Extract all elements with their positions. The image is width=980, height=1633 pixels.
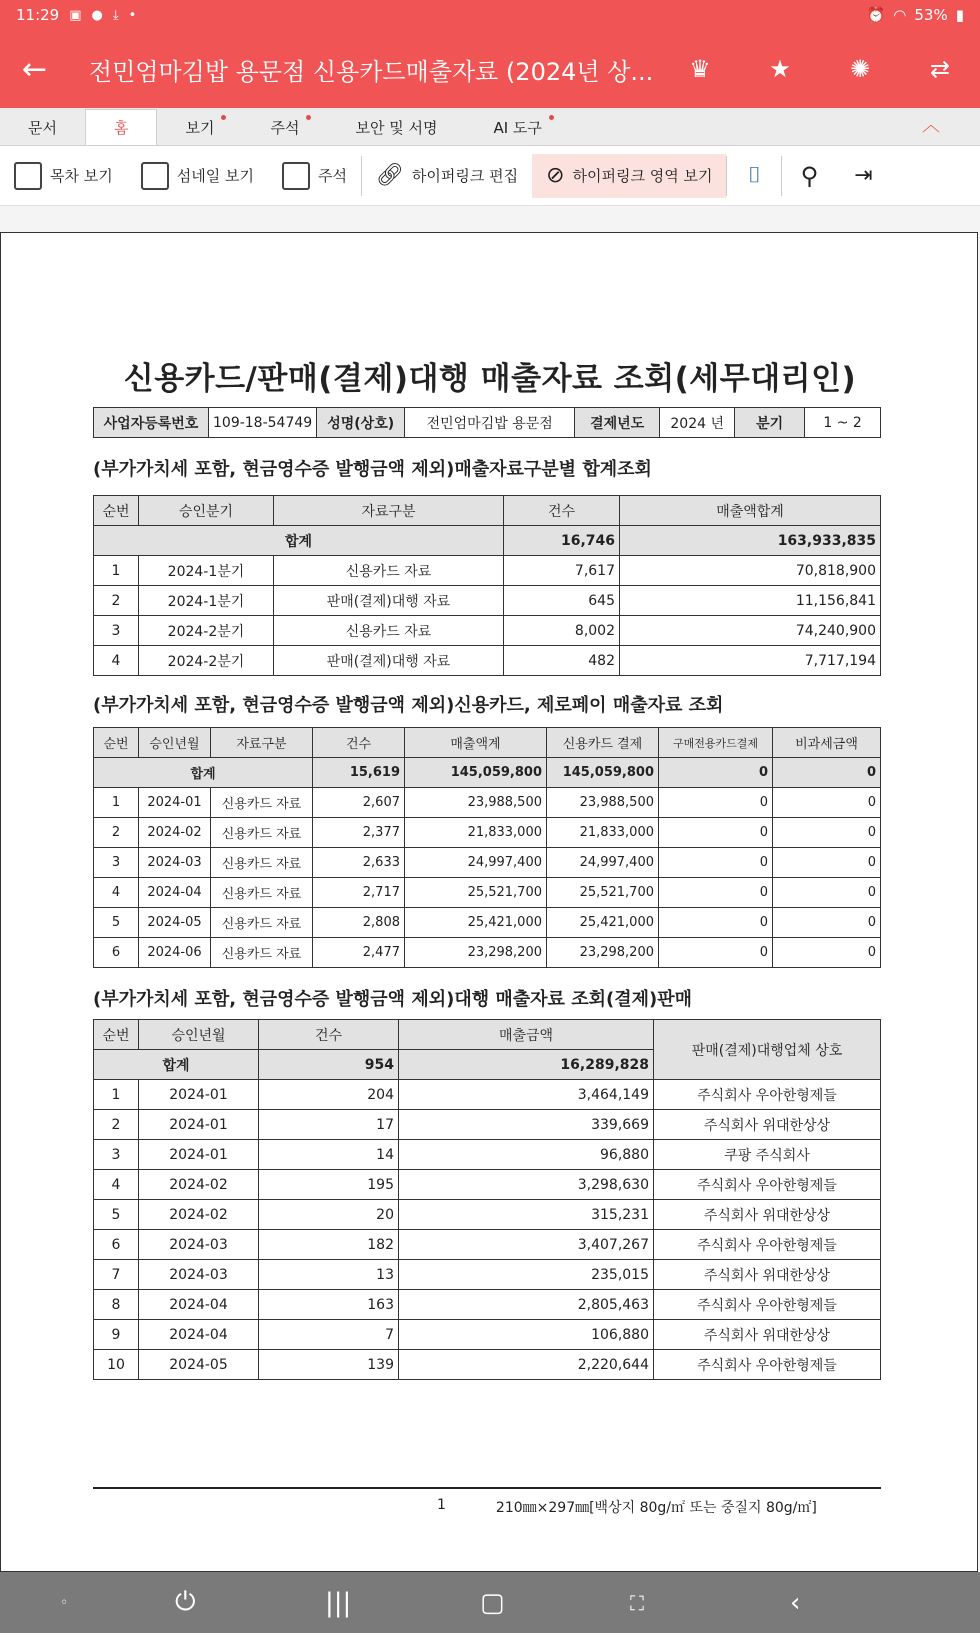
battery-icon: ▮ xyxy=(955,6,964,24)
back-icon[interactable]: ‹ xyxy=(790,1587,801,1618)
star-icon[interactable]: ★ xyxy=(769,55,791,83)
cell: 신용카드 자료 xyxy=(274,616,504,646)
cell: 2024-2분기 xyxy=(139,616,274,646)
total-count: 954 xyxy=(259,1050,399,1080)
cell: 96,880 xyxy=(399,1140,654,1170)
total-amount: 16,289,828 xyxy=(399,1050,654,1080)
cell: 3 xyxy=(94,1140,139,1170)
table-row xyxy=(94,1350,881,1380)
col-header: 건수 xyxy=(504,496,620,526)
cell: 339,669 xyxy=(399,1110,654,1140)
tab-home[interactable]: 홈 xyxy=(85,109,158,145)
cell: 2024-05 xyxy=(139,908,211,938)
dot-icon: • xyxy=(128,7,137,23)
col-header: 순번 xyxy=(94,1020,139,1050)
image-icon: ▣ xyxy=(69,7,82,23)
download-icon: ⤓ xyxy=(112,7,119,23)
cell: 2024-04 xyxy=(139,1290,259,1320)
quarter-label: 분기 xyxy=(735,408,805,438)
document-viewer[interactable] xyxy=(0,206,980,1572)
hyperlink-area-button[interactable]: ⊘ 하이퍼링크 영역 보기 xyxy=(532,154,726,198)
cell: 1 xyxy=(94,556,139,586)
cell: 5 xyxy=(94,1200,139,1230)
cell: 24,997,400 xyxy=(405,848,547,878)
cell: 0 xyxy=(659,938,773,968)
share-user-icon[interactable]: ⇄ xyxy=(929,55,951,83)
agency-sales-table xyxy=(93,1019,881,1380)
status-time: 11:29 xyxy=(16,6,60,24)
screen-capture-icon[interactable]: ⛶ xyxy=(630,1590,644,1615)
camera-icon: ⌷ xyxy=(747,163,762,188)
cell: 0 xyxy=(659,848,773,878)
system-nav-bar xyxy=(0,1572,980,1633)
cell: 신용카드 자료 xyxy=(211,938,313,968)
col-header: 순번 xyxy=(94,728,139,758)
cell: 7 xyxy=(94,1260,139,1290)
cell: 0 xyxy=(773,878,881,908)
cell: 2024-05 xyxy=(139,1350,259,1380)
cell: 2024-1분기 xyxy=(139,556,274,586)
paper-spec: 210㎜×297㎜[백상지 80g/㎡ 또는 중질지 80g/㎡] xyxy=(495,1500,817,1516)
cell: 6 xyxy=(94,1230,139,1260)
cell: 482 xyxy=(504,646,620,676)
cell: 2,220,644 xyxy=(399,1350,654,1380)
cell: 6 xyxy=(94,938,139,968)
cell: 쿠팡 주식회사 xyxy=(654,1140,881,1170)
cell: 4 xyxy=(94,646,139,676)
cell: 7 xyxy=(259,1320,399,1350)
col-header: 자료구분 xyxy=(211,728,313,758)
cell: 주식회사 우아한형제들 xyxy=(654,1080,881,1110)
cell: 13 xyxy=(259,1260,399,1290)
search-icon: ⚲ xyxy=(800,161,819,190)
table-row xyxy=(94,1230,881,1260)
col-header: 신용카드 결제 xyxy=(547,728,659,758)
menu-tabs xyxy=(0,108,980,146)
col-header: 승인분기 xyxy=(139,496,274,526)
page-footer xyxy=(93,1497,881,1517)
page-number: 1 xyxy=(437,1497,446,1513)
document-page xyxy=(0,232,978,1572)
cell: 주식회사 우아한형제들 xyxy=(654,1350,881,1380)
cell: 2,377 xyxy=(313,818,405,848)
total-label: 합계 xyxy=(94,758,313,788)
cell: 14 xyxy=(259,1140,399,1170)
cell: 235,015 xyxy=(399,1260,654,1290)
name-value: 전민엄마김밥 용문점 xyxy=(405,408,575,438)
cell: 신용카드 자료 xyxy=(211,878,313,908)
cell: 2024-01 xyxy=(139,788,211,818)
back-arrow-icon[interactable]: ← xyxy=(21,51,48,87)
toc-icon xyxy=(14,162,42,190)
name-label: 성명(상호) xyxy=(317,408,405,438)
cell: 4 xyxy=(94,878,139,908)
table-row xyxy=(94,1140,881,1170)
cell: 0 xyxy=(659,878,773,908)
thumbnail-button[interactable]: 섬네일 보기 xyxy=(127,154,268,198)
small-dot-icon: ◦ xyxy=(60,1594,69,1611)
crown-icon[interactable]: ♛ xyxy=(689,55,711,83)
summary-table xyxy=(93,495,881,676)
cell: 2024-02 xyxy=(139,1170,259,1200)
table-row xyxy=(94,1110,881,1140)
cell: 주식회사 우아한형제들 xyxy=(654,1230,881,1260)
cell: 645 xyxy=(504,586,620,616)
table-row xyxy=(94,646,881,676)
cell: 7,717,194 xyxy=(620,646,881,676)
cell: 3,407,267 xyxy=(399,1230,654,1260)
hyperlink-edit-button[interactable]: 🔗︎ 하이퍼링크 편집 xyxy=(375,163,519,188)
cell: 2024-02 xyxy=(139,1200,259,1230)
cell: 2,477 xyxy=(313,938,405,968)
tab-document[interactable]: 문서 xyxy=(28,118,57,137)
total-cell: 0 xyxy=(773,758,881,788)
account-icon: ● xyxy=(91,7,103,23)
cell: 0 xyxy=(773,788,881,818)
cell: 204 xyxy=(259,1080,399,1110)
tab-security[interactable]: 보안 및 서명 xyxy=(355,118,438,137)
year-value: 2024 년 xyxy=(660,408,735,438)
total-label: 합계 xyxy=(94,526,504,556)
cell: 주식회사 위대한상상 xyxy=(654,1110,881,1140)
cell: 20 xyxy=(259,1200,399,1230)
cell: 신용카드 자료 xyxy=(211,788,313,818)
cell: 1 xyxy=(94,788,139,818)
cell: 182 xyxy=(259,1230,399,1260)
status-icons xyxy=(69,8,136,23)
cell: 4 xyxy=(94,1170,139,1200)
col-header: 건수 xyxy=(259,1020,399,1050)
table-row xyxy=(94,818,881,848)
cell: 신용카드 자료 xyxy=(211,848,313,878)
cell: 3 xyxy=(94,616,139,646)
col-header: 건수 xyxy=(313,728,405,758)
biz-no-label: 사업자등록번호 xyxy=(94,408,209,438)
cell: 23,298,200 xyxy=(547,938,659,968)
cell: 3,298,630 xyxy=(399,1170,654,1200)
cell: 2024-04 xyxy=(139,878,211,908)
cell: 주식회사 위대한상상 xyxy=(654,1320,881,1350)
cell: 163 xyxy=(259,1290,399,1320)
link-eye-icon: ⊘ xyxy=(546,163,565,188)
table-row xyxy=(94,878,881,908)
cell: 2024-03 xyxy=(139,848,211,878)
cell: 0 xyxy=(773,848,881,878)
cell: 2024-01 xyxy=(139,1140,259,1170)
cell: 10 xyxy=(94,1350,139,1380)
col-header: 순번 xyxy=(94,496,139,526)
page-title: 신용카드/판매(결제)대행 매출자료 조회(세무대리인) xyxy=(123,361,857,397)
col-header: 매출액합계 xyxy=(620,496,881,526)
biz-no-value: 109-18-54749 xyxy=(209,408,317,438)
new-dot-icon xyxy=(549,115,554,120)
cell: 23,988,500 xyxy=(405,788,547,818)
table-row xyxy=(94,1170,881,1200)
cell: 0 xyxy=(773,818,881,848)
cell: 2024-04 xyxy=(139,1320,259,1350)
link-icon: 🔗︎ xyxy=(375,163,404,188)
cell: 2024-02 xyxy=(139,818,211,848)
cell: 2,808 xyxy=(313,908,405,938)
cell: 23,988,500 xyxy=(547,788,659,818)
cell: 9 xyxy=(94,1320,139,1350)
cell: 0 xyxy=(773,908,881,938)
card-sales-table xyxy=(93,727,881,968)
cell: 주식회사 우아한형제들 xyxy=(654,1290,881,1320)
new-dot-icon xyxy=(221,115,226,120)
table-row xyxy=(94,908,881,938)
cell: 2024-2분기 xyxy=(139,646,274,676)
cell: 8 xyxy=(94,1290,139,1320)
cell: 25,421,000 xyxy=(405,908,547,938)
cell: 24,997,400 xyxy=(547,848,659,878)
table-row xyxy=(94,1080,881,1110)
cell: 195 xyxy=(259,1170,399,1200)
cell: 106,880 xyxy=(399,1320,654,1350)
col-header: 구매전용카드결제 xyxy=(659,728,773,758)
cell: 0 xyxy=(659,908,773,938)
cell: 2024-06 xyxy=(139,938,211,968)
tab-ai-tools[interactable]: AI 도구 xyxy=(465,109,569,145)
cell: 신용카드 자료 xyxy=(274,556,504,586)
cell: 25,521,700 xyxy=(405,878,547,908)
home-icon[interactable]: ▢ xyxy=(480,1587,505,1618)
cell: 74,240,900 xyxy=(620,616,881,646)
thumbnail-icon xyxy=(141,162,169,190)
cell: 25,421,000 xyxy=(547,908,659,938)
export-button[interactable] xyxy=(836,154,890,198)
collapse-chevron-icon[interactable]: ︿ xyxy=(922,115,940,136)
col-header: 매출액계 xyxy=(405,728,547,758)
cell: 신용카드 자료 xyxy=(211,908,313,938)
table-row xyxy=(94,556,881,586)
cell: 2024-03 xyxy=(139,1260,259,1290)
cell: 21,833,000 xyxy=(547,818,659,848)
col-header: 매출금액 xyxy=(399,1020,654,1050)
cell: 주식회사 우아한형제들 xyxy=(654,1170,881,1200)
info-table xyxy=(93,407,881,438)
total-label: 합계 xyxy=(94,1050,259,1080)
total-cell: 145,059,800 xyxy=(405,758,547,788)
cell: 0 xyxy=(659,788,773,818)
cell: 주식회사 위대한상상 xyxy=(654,1200,881,1230)
app-bar xyxy=(0,30,980,108)
cell: 2 xyxy=(94,818,139,848)
cell: 139 xyxy=(259,1350,399,1380)
wifi-icon: ◠ xyxy=(893,6,907,24)
cell: 2024-1분기 xyxy=(139,586,274,616)
table-row xyxy=(94,616,881,646)
table-row xyxy=(94,1320,881,1350)
cell: 2,633 xyxy=(313,848,405,878)
cell: 8,002 xyxy=(504,616,620,646)
cell: 23,298,200 xyxy=(405,938,547,968)
cell: 신용카드 자료 xyxy=(211,818,313,848)
document-title: 전민엄마김밥 용문점 신용카드매출자료 (2024년 상... xyxy=(88,57,654,86)
cell: 2 xyxy=(94,1110,139,1140)
cell: 2024-01 xyxy=(139,1110,259,1140)
col-header: 승인년월 xyxy=(139,728,211,758)
col-header: 판매(결제)대행업체 상호 xyxy=(654,1020,881,1080)
total-cell: 0 xyxy=(659,758,773,788)
col-header: 비과세금액 xyxy=(773,728,881,758)
cell: 2024-01 xyxy=(139,1080,259,1110)
table-row xyxy=(94,1290,881,1320)
cell: 2 xyxy=(94,586,139,616)
new-dot-icon xyxy=(306,115,311,120)
toc-button[interactable]: 목차 보기 xyxy=(0,154,127,198)
section-1-title: (부가가치세 포함, 현금영수증 발행금액 제외)매출자료구분별 합계조회 xyxy=(93,459,652,480)
cell: 5 xyxy=(94,908,139,938)
capture-button[interactable] xyxy=(727,154,781,198)
cell: 2,805,463 xyxy=(399,1290,654,1320)
year-label: 결제년도 xyxy=(575,408,660,438)
annotation-icon xyxy=(282,162,310,190)
table-row xyxy=(94,1200,881,1230)
cell: 판매(결제)대행 자료 xyxy=(274,646,504,676)
col-header: 자료구분 xyxy=(274,496,504,526)
search-button[interactable] xyxy=(782,154,836,198)
section-3-title: (부가가치세 포함, 현금영수증 발행금액 제외)대행 매출자료 조회(결제)판매 xyxy=(93,989,692,1010)
status-bar xyxy=(0,0,980,30)
cell: 7,617 xyxy=(504,556,620,586)
table-row xyxy=(94,1260,881,1290)
footer-divider xyxy=(93,1487,881,1489)
cell: 3,464,149 xyxy=(399,1080,654,1110)
quarter-value: 1 ~ 2 xyxy=(805,408,881,438)
alarm-icon: ⏰ xyxy=(866,6,886,24)
total-cell: 145,059,800 xyxy=(547,758,659,788)
annotation-button[interactable]: 주석 xyxy=(268,154,361,198)
cell: 17 xyxy=(259,1110,399,1140)
cell: 판매(결제)대행 자료 xyxy=(274,586,504,616)
toolbar xyxy=(0,146,980,206)
total-amount: 163,933,835 xyxy=(620,526,881,556)
table-row xyxy=(94,788,881,818)
export-icon: ⇥ xyxy=(854,163,873,188)
tab-view[interactable]: 보기 xyxy=(157,109,242,145)
cell: 70,818,900 xyxy=(620,556,881,586)
cell: 3 xyxy=(94,848,139,878)
table-row xyxy=(94,938,881,968)
cell: 1 xyxy=(94,1080,139,1110)
cell: 0 xyxy=(773,938,881,968)
table-row xyxy=(94,586,881,616)
cell: 315,231 xyxy=(399,1200,654,1230)
cell: 2,717 xyxy=(313,878,405,908)
col-header: 승인년월 xyxy=(139,1020,259,1050)
battery-text: 53% xyxy=(914,6,948,24)
cell: 0 xyxy=(659,818,773,848)
cell: 2024-03 xyxy=(139,1230,259,1260)
cell: 11,156,841 xyxy=(620,586,881,616)
power-icon[interactable]: ⏻ xyxy=(175,1587,196,1617)
total-count: 16,746 xyxy=(504,526,620,556)
table-row xyxy=(94,848,881,878)
cell: 2,607 xyxy=(313,788,405,818)
cell: 21,833,000 xyxy=(405,818,547,848)
recents-icon[interactable]: ||| xyxy=(325,1587,352,1618)
tab-annotation[interactable]: 주석 xyxy=(242,109,327,145)
total-cell: 15,619 xyxy=(313,758,405,788)
section-2-title: (부가가치세 포함, 현금영수증 발행금액 제외)신용카드, 제로페이 매출자료 조회 xyxy=(93,695,724,716)
lightbulb-icon[interactable]: ✺ xyxy=(849,55,871,83)
cell: 주식회사 위대한상상 xyxy=(654,1260,881,1290)
cell: 25,521,700 xyxy=(547,878,659,908)
